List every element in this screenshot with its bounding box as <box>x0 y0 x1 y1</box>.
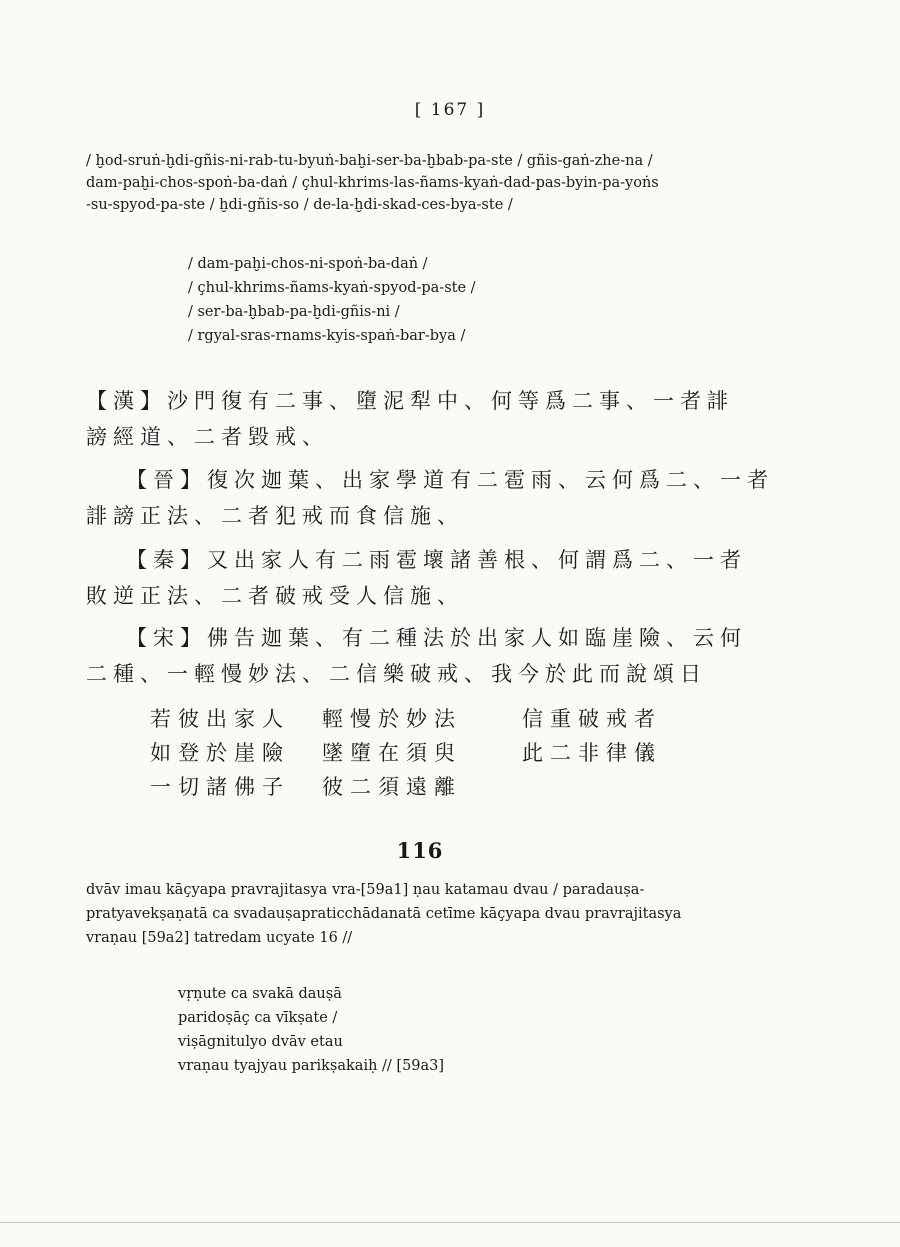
verse-phrase: 此二非律儀 <box>522 741 662 765</box>
section-number: 116 <box>396 838 444 863</box>
tibetan-prose-line: -su-spyod-pa-ste / ḫdi-gñis-so / de-la-ḫdi-skad-ces-bya-ste / <box>86 197 513 213</box>
chinese-line: 誹謗正法、二者犯戒而食信施、 <box>86 504 464 528</box>
tibetan-verse-line: / ser-ba-ḫbab-pa-ḫdi-gñis-ni / <box>188 304 400 320</box>
chinese-jin-translation <box>86 462 786 534</box>
chinese-line: 【宋】佛告迦葉、有二種法於出家人如臨崖險、云何 <box>126 626 747 650</box>
chinese-line: 謗經道、二者毀戒、 <box>86 425 329 449</box>
tibetan-prose-line: dam-paḫi-chos-spoṅ-ba-daṅ / çhul-khrims-las-ñams-kyaṅ-dad-pas-byin-pa-yoṅs <box>86 175 659 191</box>
chinese-verse-row <box>150 736 662 770</box>
tibetan-verse-line: / dam-paḫi-chos-ni-spoṅ-ba-daṅ / <box>188 256 428 272</box>
chinese-qin-translation <box>86 542 786 614</box>
sanskrit-verse-line: paridoṣāç ca vīkṣate / <box>178 1010 338 1026</box>
sanskrit-verse <box>178 982 444 1078</box>
chinese-han-translation <box>86 383 786 455</box>
chinese-verse-row <box>150 702 662 736</box>
page-bottom-edge <box>0 1222 900 1223</box>
chinese-line: 敗逆正法、二者破戒受人信施、 <box>86 584 464 608</box>
verse-phrase: 彼二須遠離 <box>322 775 462 799</box>
chinese-song-translation <box>86 620 786 692</box>
sanskrit-prose-line: pratyavekṣaṇatā ca svadauṣapraticchādanatā cetīme kāçyapa dvau pravrajitasya <box>86 906 682 922</box>
verse-phrase: 墜墮在須臾 <box>322 741 462 765</box>
sanskrit-prose-line: dvāv imau kāçyapa pravrajitasya vra-[59a1] ṇau katamau dvau / paradauṣa- <box>86 882 645 898</box>
sanskrit-verse-line: vṛṇute ca svakā dauṣā <box>178 986 342 1002</box>
chinese-line: 【晉】復次迦葉、出家學道有二雹雨、云何爲二、一者 <box>126 468 774 492</box>
tibetan-verse <box>188 252 476 348</box>
verse-phrase: 輕慢於妙法 <box>322 707 462 731</box>
tibetan-prose <box>86 150 766 216</box>
verse-phrase: 一切諸佛子 <box>150 775 290 799</box>
sanskrit-verse-line: vraṇau tyajyau parikṣakaiḥ // [59a3] <box>178 1058 445 1074</box>
page-number: [ 167 ] <box>414 100 486 120</box>
tibetan-verse-line: / çhul-khrims-ñams-kyaṅ-spyod-pa-ste / <box>188 280 476 296</box>
sanskrit-prose-line: vraṇau [59a2] tatredam ucyate 16 // <box>86 930 353 946</box>
tibetan-prose-line: / ḫod-sruṅ-ḫdi-gñis-ni-rab-tu-byuṅ-baḫi-ser-ba-ḫbab-pa-ste / gñis-gaṅ-zhe-na / <box>86 153 653 169</box>
chinese-verse-row <box>150 770 662 804</box>
chinese-verse <box>150 702 662 804</box>
chinese-line: 【秦】又出家人有二雨雹壞諸善根、何謂爲二、一者 <box>126 548 747 572</box>
verse-phrase: 如登於崖險 <box>150 741 290 765</box>
sanskrit-verse-line: viṣāgnitulyo dvāv etau <box>178 1034 343 1050</box>
chinese-line: 二種、一輕慢妙法、二信樂破戒、我今於此而說頌日 <box>86 662 707 686</box>
sanskrit-prose <box>86 878 776 950</box>
tibetan-verse-line: / rgyal-sras-rnams-kyis-spaṅ-bar-bya / <box>188 328 466 344</box>
verse-phrase: 信重破戒者 <box>522 707 662 731</box>
verse-phrase: 若彼出家人 <box>150 707 290 731</box>
chinese-line: 【漢】沙門復有二事、墮泥犁中、何等爲二事、一者誹 <box>86 389 734 413</box>
